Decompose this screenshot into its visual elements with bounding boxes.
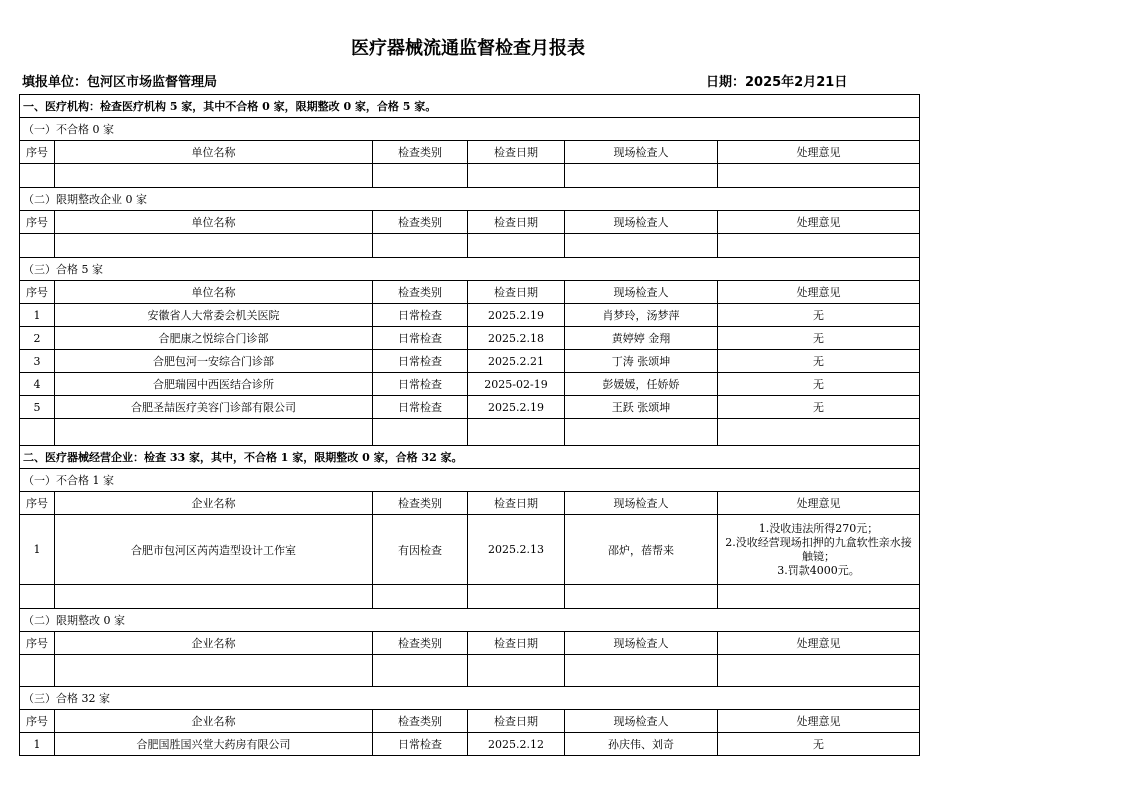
cell-inspector: 孙庆伟、刘奇	[565, 733, 718, 756]
col-inspector: 现场检查人	[565, 211, 718, 234]
table-header-row	[20, 141, 920, 164]
opinion-line-2: 2.没收经营现场扣押的九盒软性亲水接触镜；	[725, 535, 912, 563]
report-date: 日期：2025年2月21日	[706, 75, 848, 90]
reporting-unit: 填报单位：包河区市场监督管理局	[22, 75, 218, 90]
empty-row	[20, 585, 920, 609]
cell-name: 安徽省人大常委会机关医院	[55, 304, 373, 327]
cell-name: 合肥瑞园中西医结合诊所	[55, 373, 373, 396]
cell-name: 合肥包河一安综合门诊部	[55, 350, 373, 373]
cell-name: 合肥圣喆医疗美容门诊部有限公司	[55, 396, 373, 419]
cell-opinion: 无	[718, 350, 920, 373]
table-row	[20, 327, 920, 350]
cell-date: 2025.2.12	[468, 733, 565, 756]
section2-pass-heading: （三）合格 32 家	[20, 687, 920, 710]
cell-type: 日常检查	[373, 373, 468, 396]
empty-row	[20, 164, 920, 188]
cell-type: 有因检查	[373, 515, 468, 585]
section2-fail-heading: （一）不合格 1 家	[20, 469, 920, 492]
col-no: 序号	[20, 710, 55, 733]
col-date: 检查日期	[468, 211, 565, 234]
col-date: 检查日期	[468, 710, 565, 733]
table-row	[20, 304, 920, 327]
col-date: 检查日期	[468, 141, 565, 164]
col-date: 检查日期	[468, 632, 565, 655]
cell-inspector: 黄婷婷 金翔	[565, 327, 718, 350]
cell-date: 2025.2.18	[468, 327, 565, 350]
col-opinion: 处理意见	[718, 141, 920, 164]
cell-no: 3	[20, 350, 55, 373]
table-row	[20, 350, 920, 373]
cell-opinion	[718, 515, 920, 585]
cell-inspector: 肖梦玲，汤梦萍	[565, 304, 718, 327]
cell-name: 合肥国胜国兴堂大药房有限公司	[55, 733, 373, 756]
col-no: 序号	[20, 211, 55, 234]
table-row	[20, 515, 920, 585]
cell-opinion: 无	[718, 373, 920, 396]
col-opinion: 处理意见	[718, 211, 920, 234]
cell-date: 2025.2.13	[468, 515, 565, 585]
cell-no: 4	[20, 373, 55, 396]
col-no: 序号	[20, 281, 55, 304]
col-type: 检查类别	[373, 710, 468, 733]
cell-inspector: 丁涛 张颂坤	[565, 350, 718, 373]
col-opinion: 处理意见	[718, 281, 920, 304]
col-type: 检查类别	[373, 281, 468, 304]
empty-row	[20, 655, 920, 687]
cell-opinion: 无	[718, 304, 920, 327]
col-date: 检查日期	[468, 492, 565, 515]
col-inspector: 现场检查人	[565, 492, 718, 515]
opinion-line-1: 1.没收违法所得270元；	[758, 521, 879, 535]
cell-inspector: 彭媛媛，任娇娇	[565, 373, 718, 396]
cell-inspector: 邵炉，蓓帮来	[565, 515, 718, 585]
col-no: 序号	[20, 632, 55, 655]
col-name: 企业名称	[55, 632, 373, 655]
cell-no: 1	[20, 304, 55, 327]
cell-no: 2	[20, 327, 55, 350]
section2-rectify-heading: （二）限期整改 0 家	[20, 609, 920, 632]
table-header-row	[20, 492, 920, 515]
cell-inspector: 王跃 张颂坤	[565, 396, 718, 419]
col-inspector: 现场检查人	[565, 710, 718, 733]
col-type: 检查类别	[373, 141, 468, 164]
col-type: 检查类别	[373, 632, 468, 655]
cell-name: 合肥市包河区芮芮造型设计工作室	[55, 515, 373, 585]
cell-opinion: 无	[718, 327, 920, 350]
report-title: 医疗器械流通监督检查月报表	[351, 38, 585, 59]
empty-row	[20, 234, 920, 258]
col-name: 单位名称	[55, 141, 373, 164]
col-opinion: 处理意见	[718, 632, 920, 655]
col-name: 企业名称	[55, 710, 373, 733]
cell-no: 5	[20, 396, 55, 419]
opinion-line-3: 3.罚款4000元。	[777, 563, 860, 577]
cell-type: 日常检查	[373, 396, 468, 419]
table-row	[20, 396, 920, 419]
col-name: 企业名称	[55, 492, 373, 515]
section1-rectify-heading: （二）限期整改企业 0 家	[20, 188, 920, 211]
section1-fail-heading: （一）不合格 0 家	[20, 118, 920, 141]
table-header-row	[20, 281, 920, 304]
cell-date: 2025-02-19	[468, 373, 565, 396]
empty-row	[20, 419, 920, 446]
section2-heading: 二、医疗器械经营企业：检查 33 家，其中，不合格 1 家，限期整改 0 家，合格 32 家。	[20, 446, 920, 469]
col-opinion: 处理意见	[718, 710, 920, 733]
cell-no: 1	[20, 733, 55, 756]
col-no: 序号	[20, 141, 55, 164]
col-date: 检查日期	[468, 281, 565, 304]
cell-type: 日常检查	[373, 327, 468, 350]
cell-opinion: 无	[718, 733, 920, 756]
col-type: 检查类别	[373, 211, 468, 234]
table-header-row	[20, 710, 920, 733]
cell-opinion: 无	[718, 396, 920, 419]
cell-type: 日常检查	[373, 733, 468, 756]
cell-name: 合肥康之悦综合门诊部	[55, 327, 373, 350]
cell-type: 日常检查	[373, 350, 468, 373]
col-no: 序号	[20, 492, 55, 515]
col-type: 检查类别	[373, 492, 468, 515]
table-header-row	[20, 632, 920, 655]
cell-date: 2025.2.19	[468, 304, 565, 327]
col-name: 单位名称	[55, 211, 373, 234]
table-row	[20, 733, 920, 756]
col-inspector: 现场检查人	[565, 141, 718, 164]
section1-pass-heading: （三）合格 5 家	[20, 258, 920, 281]
cell-no: 1	[20, 515, 55, 585]
cell-type: 日常检查	[373, 304, 468, 327]
cell-date: 2025.2.21	[468, 350, 565, 373]
table-header-row	[20, 211, 920, 234]
report-table	[19, 94, 920, 756]
col-opinion: 处理意见	[718, 492, 920, 515]
cell-date: 2025.2.19	[468, 396, 565, 419]
col-name: 单位名称	[55, 281, 373, 304]
table-row	[20, 373, 920, 396]
col-inspector: 现场检查人	[565, 281, 718, 304]
col-inspector: 现场检查人	[565, 632, 718, 655]
section1-heading: 一、医疗机构：检查医疗机构 5 家，其中不合格 0 家，限期整改 0 家，合格 5 家。	[20, 95, 920, 118]
